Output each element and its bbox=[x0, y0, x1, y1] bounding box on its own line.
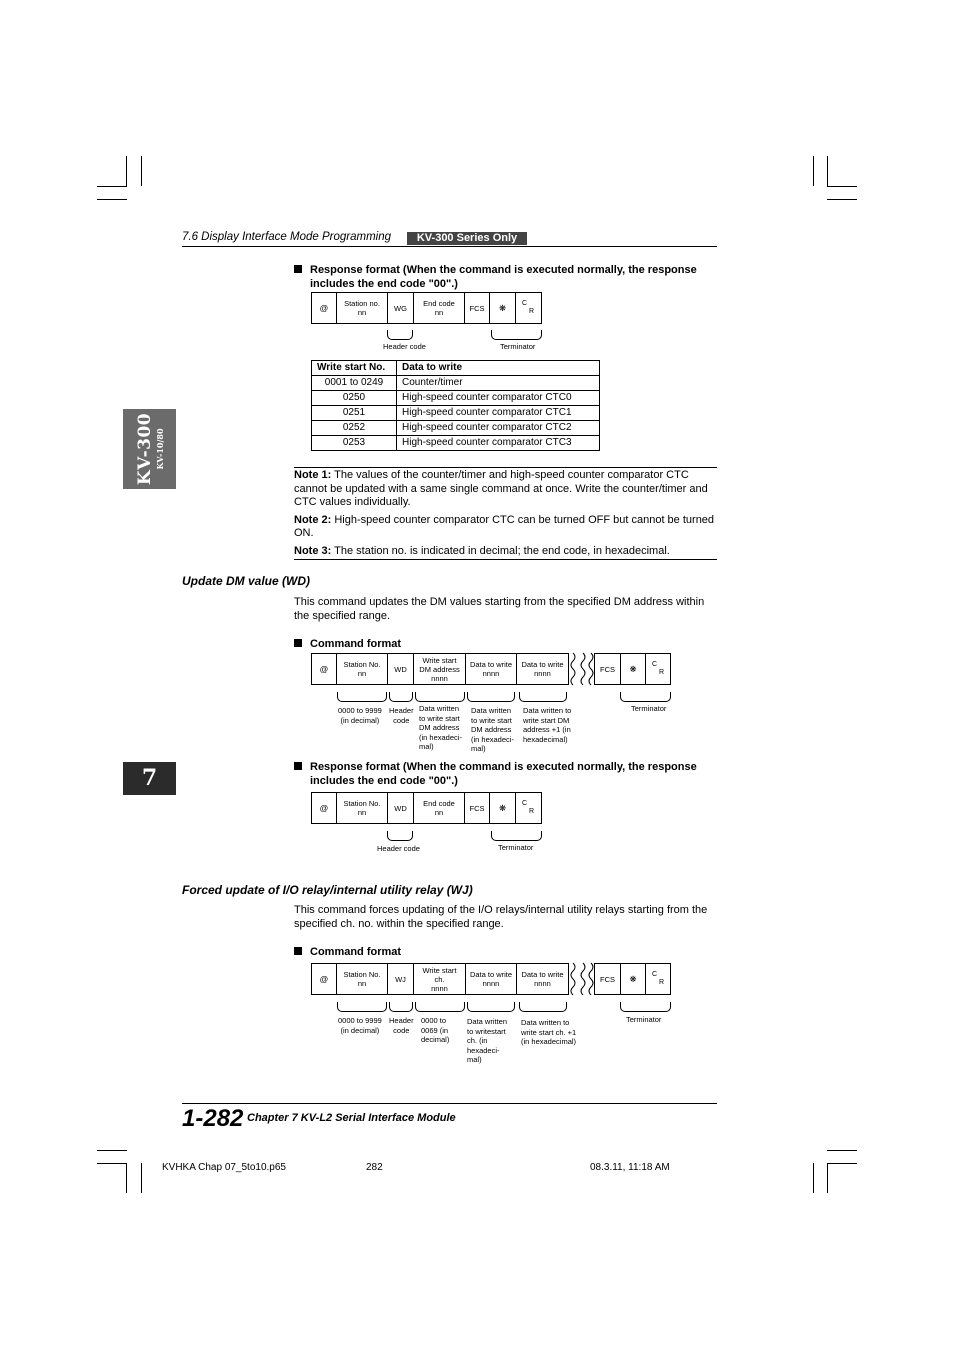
frame-cell: @ bbox=[312, 293, 337, 323]
wd-response-title: Response format (When the command is executed normally, the response includes the end code "00".) bbox=[294, 760, 719, 788]
header-code-label: Header code bbox=[377, 844, 420, 853]
start-ch-label: 0000 to 0069 (in decimal) bbox=[421, 1016, 450, 1044]
station-range-label: 0000 to 9999 (in decimal) bbox=[338, 706, 382, 725]
cr-cell bbox=[646, 964, 670, 994]
frame-cell: Write start DM address nnnn bbox=[414, 654, 466, 684]
station-range-label: 0000 to 9999 (in decimal) bbox=[338, 1016, 382, 1035]
terminator-label: Terminator bbox=[631, 704, 667, 713]
brace bbox=[491, 330, 542, 340]
cr-c: C bbox=[652, 661, 658, 668]
crop-mark bbox=[97, 1163, 127, 1164]
header-code-label: Header code bbox=[389, 706, 414, 725]
frame-cell: ❋ bbox=[621, 654, 646, 684]
frame-cell: Station No. nn bbox=[337, 654, 388, 684]
frame-cell: FCS bbox=[465, 293, 490, 323]
brace bbox=[387, 831, 413, 841]
bullet-square bbox=[294, 947, 302, 955]
crop-mark bbox=[97, 186, 127, 187]
frame-cell: FCS bbox=[595, 654, 621, 684]
notes-top-rule bbox=[294, 467, 717, 468]
chapter-tab: 7 bbox=[123, 762, 176, 795]
wj-heading: Forced update of I/O relay/internal utility relay (WJ) bbox=[182, 883, 473, 897]
print-file: KVHKA Chap 07_5to10.p65 bbox=[162, 1162, 286, 1173]
wj-description: This command forces updating of the I/O relays/internal utility relays starting from the specified ch. no. within the specified range. bbox=[294, 904, 708, 930]
table-header: Data to write bbox=[397, 361, 600, 376]
crop-mark bbox=[827, 1150, 857, 1151]
frame-cell: WJ bbox=[388, 964, 414, 994]
wd-command-frame-left bbox=[311, 653, 569, 685]
cr-r: R bbox=[659, 979, 665, 986]
wd-description: This command updates the DM values starting from the specified DM address within the specified range. bbox=[294, 596, 705, 622]
frame-cell: Station no. nn bbox=[337, 293, 388, 323]
table-cell: High-speed counter comparator CTC2 bbox=[397, 421, 600, 436]
brace bbox=[620, 1002, 671, 1012]
data2-label: Data written to write start ch. +1 (in hexadecimal) bbox=[521, 1018, 577, 1046]
frame-cell: End code nn bbox=[414, 793, 465, 823]
crop-mark bbox=[126, 156, 127, 186]
model-sub: KV-10/80 bbox=[155, 428, 165, 470]
crop-mark bbox=[813, 1163, 814, 1193]
cr-r: R bbox=[659, 669, 665, 676]
model-side-tab bbox=[123, 409, 176, 489]
frame-cell: ❋ bbox=[621, 964, 646, 994]
header-code-label: Header code bbox=[383, 342, 426, 351]
start-address-label: Data written to write start DM address (in hexadeci- mal) bbox=[419, 704, 462, 751]
frame-cell: WD bbox=[388, 793, 414, 823]
brace bbox=[467, 692, 515, 702]
write-start-table bbox=[311, 360, 600, 451]
cr-cell bbox=[516, 793, 541, 823]
brace bbox=[389, 692, 413, 702]
bullet-square bbox=[294, 762, 302, 770]
table-header: Write start No. bbox=[312, 361, 397, 376]
table-header-row bbox=[312, 361, 600, 376]
wg-response-title: Response format (When the command is executed normally, the response includes the end code "00".) bbox=[294, 263, 719, 291]
table-row bbox=[312, 391, 600, 406]
crop-mark bbox=[141, 156, 142, 186]
wg-response-frame bbox=[311, 292, 542, 324]
cr-c: C bbox=[652, 971, 658, 978]
frame-cell: FCS bbox=[595, 964, 621, 994]
brace bbox=[337, 692, 387, 702]
terminator-label: Terminator bbox=[500, 342, 536, 351]
header-code-label: Header code bbox=[389, 1016, 414, 1035]
cr-r: R bbox=[529, 308, 535, 315]
note-1: Note 1: The values of the counter/timer and high-speed counter comparator CTC cannot be updated with a same single command at once. Write the counter/timer and CTC values individually. bbox=[294, 469, 708, 508]
crop-mark bbox=[827, 1163, 828, 1193]
frame-cell: WG bbox=[388, 293, 414, 323]
table-cell: 0252 bbox=[312, 421, 397, 436]
brace bbox=[415, 692, 465, 702]
section-header: 7.6 Display Interface Mode Programming bbox=[182, 231, 392, 243]
terminator-label: Terminator bbox=[498, 843, 534, 852]
terminator-label: Terminator bbox=[626, 1015, 662, 1024]
continuation-wave bbox=[569, 962, 595, 996]
series-badge: KV-300 Series Only bbox=[407, 232, 527, 245]
frame-cell: Station No. nn bbox=[337, 964, 388, 994]
table-cell: 0250 bbox=[312, 391, 397, 406]
frame-cell: ❋ bbox=[490, 793, 516, 823]
table-cell: High-speed counter comparator CTC3 bbox=[397, 436, 600, 451]
frame-cell: Write start ch. nnnn bbox=[414, 964, 466, 994]
table-row bbox=[312, 421, 600, 436]
frame-cell: ❋ bbox=[490, 293, 516, 323]
cr-cell bbox=[516, 293, 541, 323]
table-row bbox=[312, 436, 600, 451]
table-cell: High-speed counter comparator CTC1 bbox=[397, 406, 600, 421]
brace bbox=[519, 692, 567, 702]
continuation-wave bbox=[569, 652, 595, 686]
crop-mark bbox=[97, 199, 127, 200]
frame-cell: @ bbox=[312, 654, 337, 684]
wd-command-title: Command format bbox=[294, 637, 719, 651]
crop-mark bbox=[827, 1163, 857, 1164]
frame-cell: @ bbox=[312, 793, 337, 823]
table-cell: High-speed counter comparator CTC0 bbox=[397, 391, 600, 406]
crop-mark bbox=[97, 1150, 127, 1151]
brace bbox=[387, 330, 413, 340]
wj-command-title: Command format bbox=[294, 945, 719, 959]
frame-cell: FCS bbox=[465, 793, 490, 823]
brace bbox=[415, 1002, 465, 1012]
data2-label: Data written to write start DM address +1 (in hexadecimal) bbox=[523, 706, 572, 744]
wj-command-frame-left bbox=[311, 963, 569, 995]
cr-cell bbox=[646, 654, 670, 684]
frame-cell: Data to write nnnn bbox=[521, 660, 564, 678]
chapter-title: Chapter 7 KV-L2 Serial Interface Module bbox=[247, 1112, 456, 1124]
table-row bbox=[312, 406, 600, 421]
crop-mark bbox=[813, 156, 814, 186]
cr-c: C bbox=[522, 800, 528, 807]
brace bbox=[467, 1002, 515, 1012]
table-cell: Counter/timer bbox=[397, 376, 600, 391]
notes-bottom-rule bbox=[294, 559, 717, 560]
frame-cell: WD bbox=[388, 654, 414, 684]
cr-r: R bbox=[529, 808, 535, 815]
footer-rule bbox=[182, 1103, 717, 1104]
table-cell: 0253 bbox=[312, 436, 397, 451]
bullet-square bbox=[294, 265, 302, 273]
frame-cell: @ bbox=[312, 964, 337, 994]
brace bbox=[620, 692, 671, 702]
wd-response-frame bbox=[311, 792, 542, 824]
wj-command-frame-right bbox=[594, 963, 671, 995]
brace bbox=[491, 831, 542, 841]
frame-cell: Data to write nnnn bbox=[466, 964, 517, 994]
wd-heading: Update DM value (WD) bbox=[182, 574, 311, 588]
frame-cell: Data to write nnnn bbox=[521, 970, 564, 988]
model-name: KV-300 bbox=[135, 412, 155, 486]
crop-mark bbox=[141, 1163, 142, 1193]
frame-cell: End code nn bbox=[414, 293, 465, 323]
table-row bbox=[312, 376, 600, 391]
brace bbox=[337, 1002, 387, 1012]
page-number: 1-282 bbox=[182, 1105, 244, 1132]
print-date: 08.3.11, 11:18 AM bbox=[590, 1162, 670, 1173]
data1-label: Data written to write start DM address (in hexadeci- mal) bbox=[471, 706, 514, 753]
table-cell: 0001 to 0249 bbox=[312, 376, 397, 391]
note-2: Note 2: High-speed counter comparator CTC can be turned OFF but cannot be turned ON. bbox=[294, 513, 715, 539]
data1-label: Data written to writestart ch. (in hexadeci- mal) bbox=[467, 1017, 508, 1064]
crop-mark bbox=[827, 186, 857, 187]
crop-mark bbox=[827, 156, 828, 186]
wd-command-frame-right bbox=[594, 653, 671, 685]
frame-cell: Station No. nn bbox=[337, 793, 388, 823]
table-cell: 0251 bbox=[312, 406, 397, 421]
brace bbox=[389, 1002, 413, 1012]
header-rule bbox=[182, 246, 717, 247]
frame-cell: Data to write nnnn bbox=[466, 654, 517, 684]
note-3: Note 3: The station no. is indicated in decimal; the end code, in hexadecimal. bbox=[294, 544, 670, 557]
bullet-square bbox=[294, 639, 302, 647]
crop-mark bbox=[126, 1163, 127, 1193]
brace bbox=[519, 1002, 567, 1012]
crop-mark bbox=[827, 199, 857, 200]
cr-c: C bbox=[522, 300, 528, 307]
notes-block bbox=[294, 469, 718, 562]
print-page: 282 bbox=[366, 1162, 383, 1173]
